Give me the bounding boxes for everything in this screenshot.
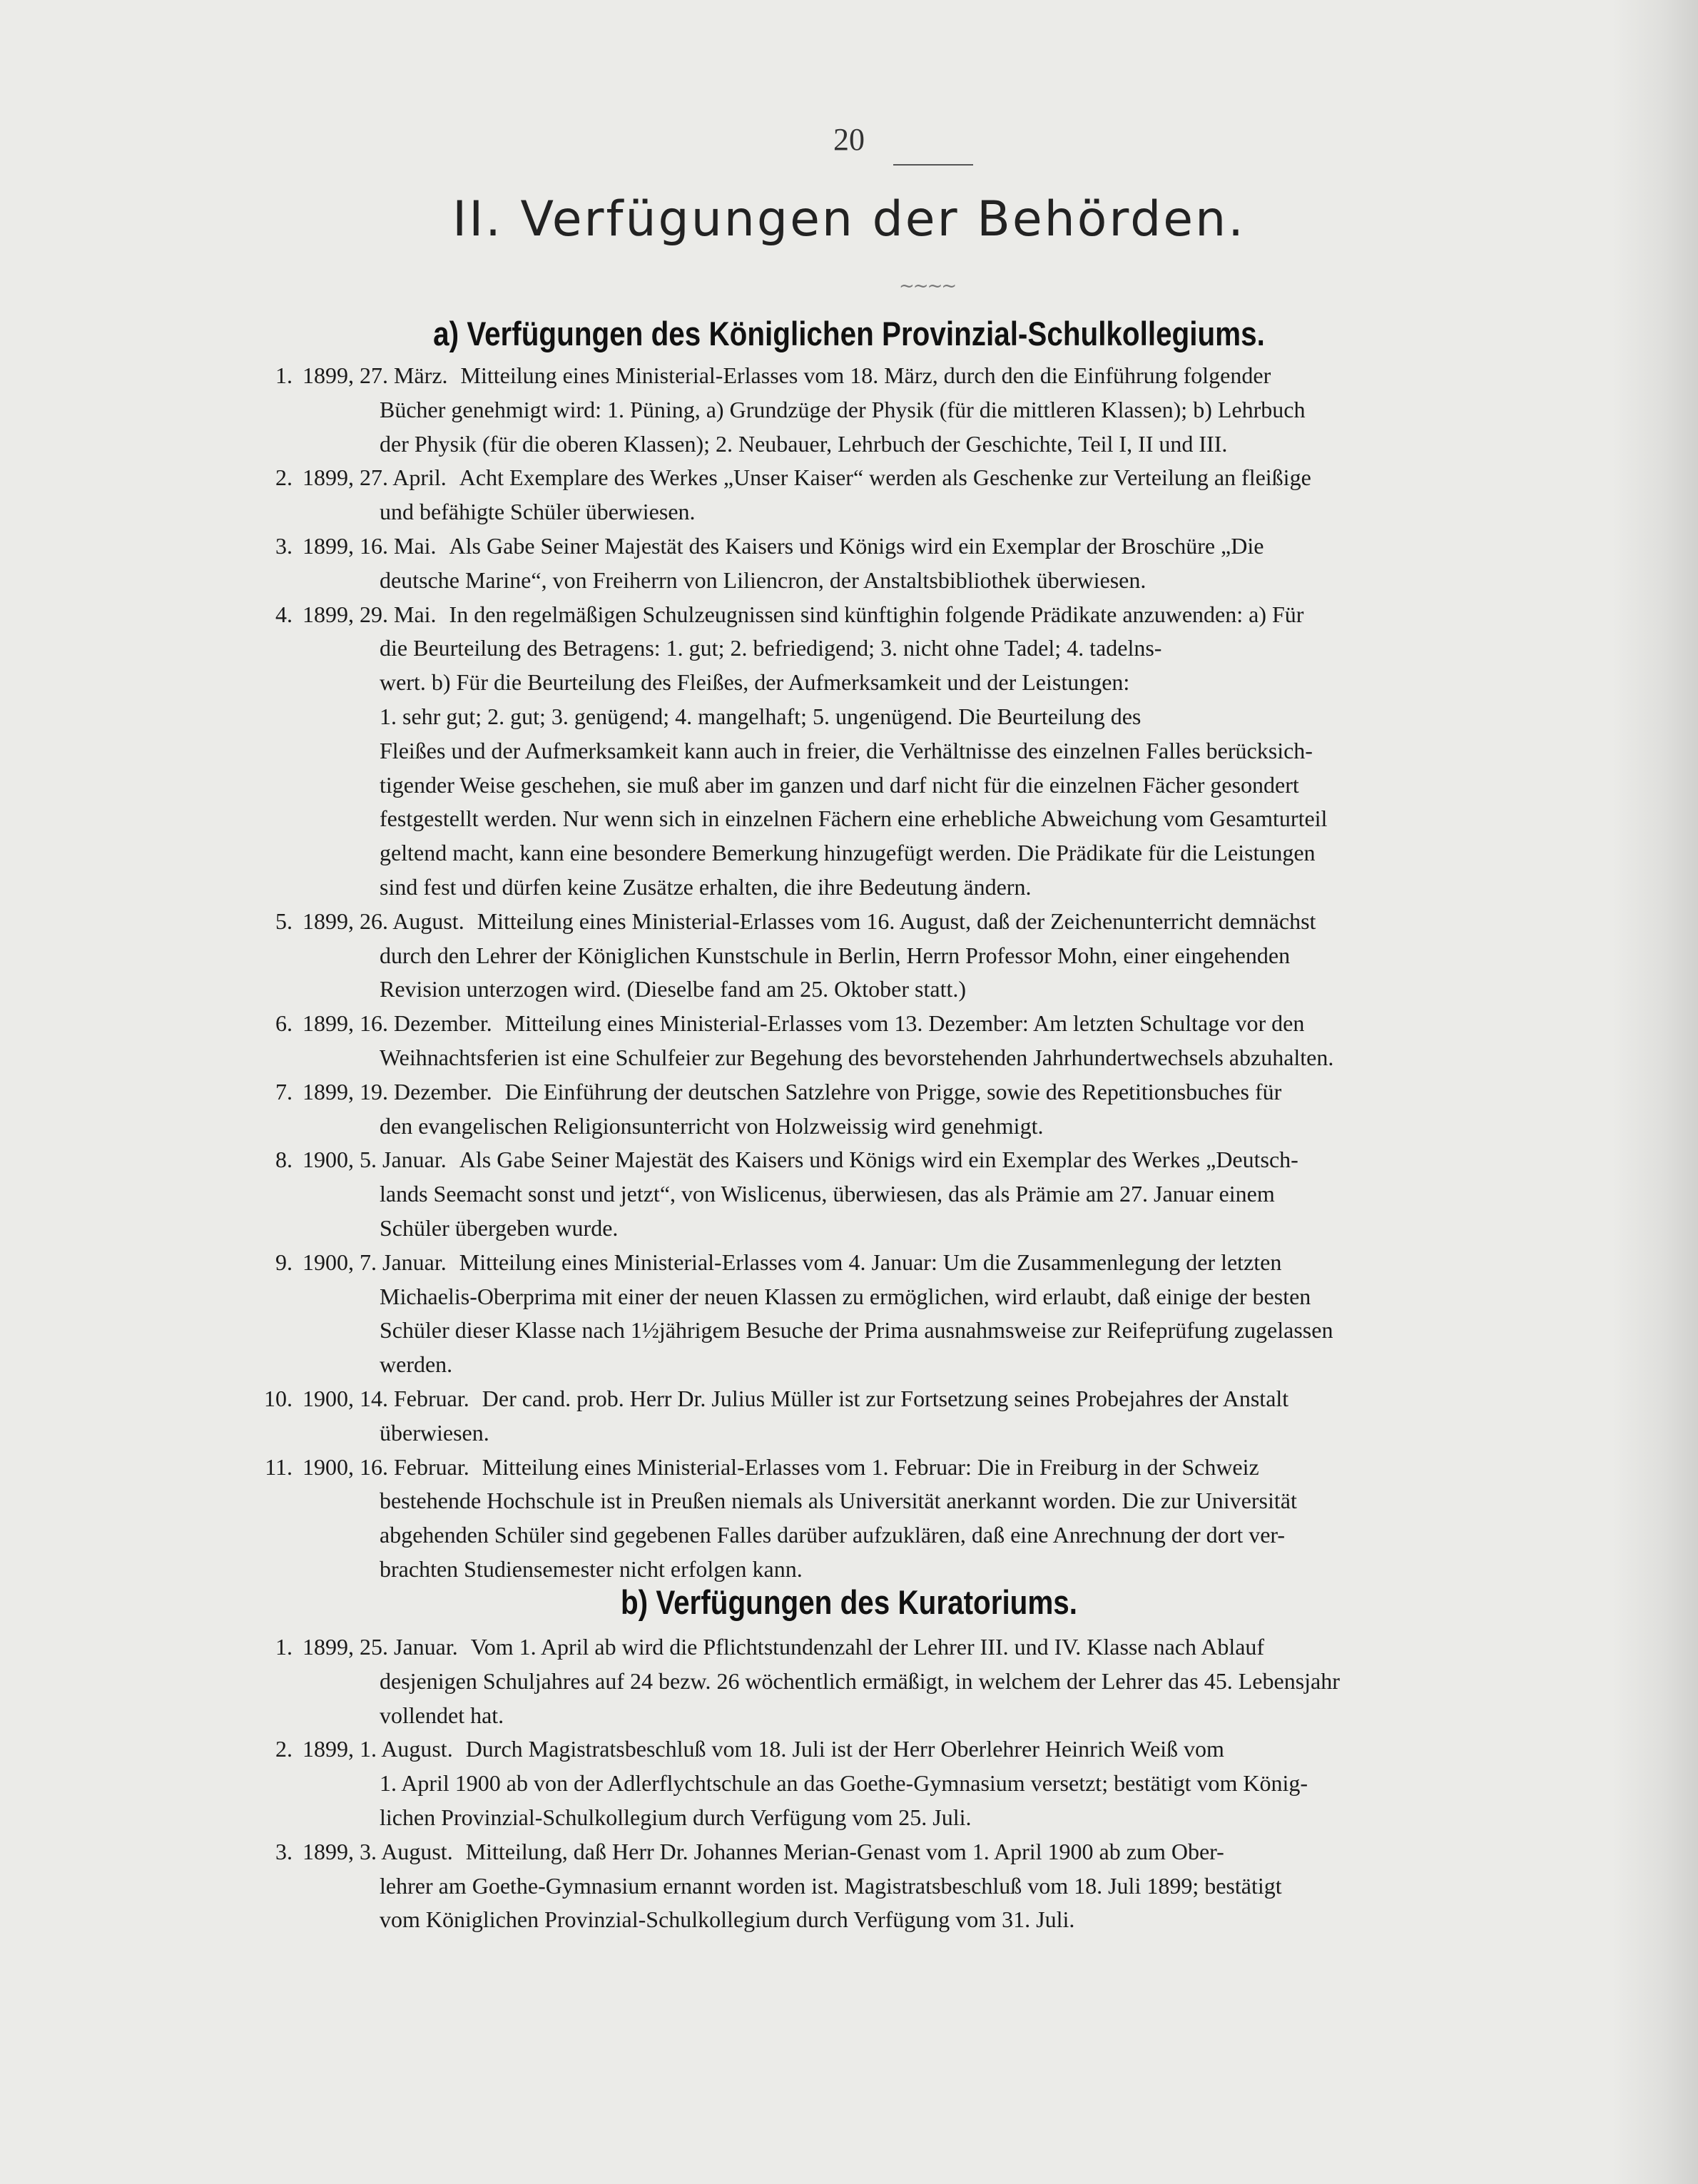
entry-date: 1899, 19. Dezember. [303, 1078, 492, 1104]
main-title: II. Verfügungen der Behörden. [452, 191, 1246, 248]
entry-body [380, 1382, 1618, 1451]
entry-number: 10. [264, 1385, 293, 1411]
entry-line: lands Seemacht sonst und jetzt“, von Wislicenus, überwiesen, das als Prämie am 27. Januar einem [380, 1181, 1275, 1207]
entry-line: vollendet hat. [380, 1702, 504, 1728]
entry-line: Mitteilung eines Ministerial-Erlasses vom 13. Dezember: Am letzten Schultage vor den [504, 1010, 1305, 1037]
entry-line: Durch Magistratsbeschluß vom 18. Juli ist der Herr Oberlehrer Heinrich Weiß vom [465, 1736, 1224, 1762]
entry-item [0, 1630, 1698, 1732]
entry-line: lehrer am Goethe-Gymnasium ernannt worden ist. Magistratsbeschluß vom 18. Juli 1899; bestätigt [380, 1872, 1282, 1899]
entry-line: geltend macht, kann eine besondere Bemerkung hinzugefügt werden. Die Prädikate für die Leistungen [380, 840, 1316, 866]
entry-line: vom Königlichen Provinzial-Schulkollegium durch Verfügung vom 31. Juli. [380, 1906, 1075, 1933]
entry-line: sind fest und dürfen keine Zusätze erhalten, die ihre Bedeutung ändern. [380, 873, 1032, 900]
entry-body [380, 1007, 1618, 1075]
entry-body [380, 905, 1618, 1007]
entry-line: Mitteilung eines Ministerial-Erlasses vom 1. Februar: Die in Freiburg in der Schweiz [482, 1453, 1259, 1480]
entry-line: Fleißes und der Aufmerksamkeit kann auch in freier, die Verhältnisse des einzelnen Falles berücksich- [380, 737, 1313, 763]
entry-body [380, 1246, 1618, 1382]
entry-line: Als Gabe Seiner Majestät des Kaisers und Königs wird ein Exemplar der Broschüre „Die [449, 532, 1264, 559]
entry-date: 1900, 5. Januar. [303, 1147, 447, 1173]
entry-number: 8. [275, 1147, 293, 1173]
entry-line: desjenigen Schuljahres auf 24 bezw. 26 wöchentlich ermäßigt, in welchem der Lehrer das 45. Lebensjahr [380, 1667, 1340, 1694]
entry-body [380, 598, 1618, 905]
entry-number: 7. [275, 1078, 293, 1104]
entry-line: überwiesen. [380, 1419, 489, 1446]
page-number-rule [893, 164, 973, 166]
entry-item [0, 598, 1698, 905]
entry-line: wert. b) Für die Beurteilung des Fleißes, der Aufmerksamkeit und der Leistungen: [380, 669, 1130, 696]
entry-item [0, 905, 1698, 1007]
entry-line: Der cand. prob. Herr Dr. Julius Müller ist zur Fortsetzung seines Probejahres der Anstalt [482, 1385, 1289, 1411]
entry-item [0, 1732, 1698, 1834]
entry-item [0, 1246, 1698, 1382]
entry-line: und befähigte Schüler überwiesen. [380, 499, 696, 525]
section-b-heading: b) Verfügungen des Kuratoriums. [620, 1583, 1078, 1621]
entry-line: festgestellt werden. Nur wenn sich in einzelnen Fächern eine erhebliche Abweichung vom Gesamturteil [380, 806, 1328, 832]
entry-line: Mitteilung eines Ministerial-Erlasses vom 18. März, durch den die Einführung folgender [460, 362, 1271, 388]
entry-item [0, 1451, 1698, 1587]
entry-date: 1899, 3. August. [303, 1838, 453, 1864]
section-b-entries [0, 1630, 1698, 1937]
entry-line: Mitteilung eines Ministerial-Erlasses vom 4. Januar: Um die Zusammenlegung der letzten [459, 1249, 1282, 1275]
entry-body [380, 1075, 1618, 1144]
entry-number: 3. [275, 532, 293, 559]
entry-number: 1. [275, 362, 293, 388]
entry-date: 1900, 7. Januar. [303, 1249, 447, 1275]
entry-line: Mitteilung, daß Herr Dr. Johannes Merian-Genast vom 1. April 1900 ab zum Ober- [465, 1838, 1224, 1864]
entry-line: Schüler dieser Klasse nach 1½jährigem Besuche der Prima ausnahmsweise zur Reifeprüfung zugelassen [380, 1317, 1333, 1344]
entry-body [380, 1630, 1618, 1732]
entry-body [380, 359, 1618, 461]
entry-date: 1899, 27. April. [303, 464, 447, 491]
entry-number: 2. [275, 1736, 293, 1762]
entry-body [380, 1143, 1618, 1245]
entry-number: 11. [265, 1453, 293, 1480]
entry-line: Acht Exemplare des Werkes „Unser Kaiser“ werden als Geschenke zur Verteilung an fleißige [459, 464, 1311, 491]
ornament-divider: ~~~~ [899, 275, 956, 297]
entry-line: 1. sehr gut; 2. gut; 3. genügend; 4. mangelhaft; 5. ungenügend. Die Beurteilung des [380, 703, 1142, 729]
section-a-heading: a) Verfügungen des Königlichen Provinzial-Schulkollegiums. [433, 315, 1265, 352]
entry-body [380, 1835, 1618, 1937]
entry-date: 1899, 27. März. [303, 362, 448, 388]
entry-body [380, 461, 1618, 529]
entry-date: 1899, 26. August. [303, 908, 464, 934]
entry-body [380, 529, 1618, 598]
entry-number: 2. [275, 464, 293, 491]
entry-item [0, 1835, 1698, 1937]
entry-line: Weihnachtsferien ist eine Schulfeier zur Begehung des bevorstehenden Jahrhundertwechsels abzuhalten. [380, 1044, 1334, 1070]
page-number: 20 [833, 122, 865, 157]
entry-line: In den regelmäßigen Schulzeugnissen sind künftighin folgende Prädikate anzuwenden: a) Für [449, 601, 1304, 627]
entry-line: Die Einführung der deutschen Satzlehre von Prigge, sowie des Repetitionsbuches für [504, 1078, 1282, 1104]
entry-line: abgehenden Schüler sind gegebenen Falles darüber aufzuklären, daß eine Anrechnung der dort ver- [380, 1522, 1286, 1548]
entry-number: 5. [275, 908, 293, 934]
entry-date: 1899, 1. August. [303, 1736, 453, 1762]
entry-number: 6. [275, 1010, 293, 1037]
entry-line: Als Gabe Seiner Majestät des Kaisers und Königs wird ein Exemplar des Werkes „Deutsch- [459, 1147, 1298, 1173]
entry-line: Revision unterzogen wird. (Dieselbe fand am 25. Oktober statt.) [380, 976, 966, 1002]
entry-date: 1899, 29. Mai. [303, 601, 437, 627]
entry-number: 9. [275, 1249, 293, 1275]
entry-item [0, 461, 1698, 529]
entry-line: Vom 1. April ab wird die Pflichtstundenzahl der Lehrer III. und IV. Klasse nach Ablauf [470, 1634, 1265, 1660]
entry-line: bestehende Hochschule ist in Preußen niemals als Universität anerkannt worden. Die zur Universität [380, 1488, 1297, 1514]
entry-number: 1. [275, 1634, 293, 1660]
entry-body [380, 1732, 1618, 1834]
entry-date: 1899, 16. Dezember. [303, 1010, 492, 1037]
entry-line: lichen Provinzial-Schulkollegium durch Verfügung vom 25. Juli. [380, 1804, 972, 1830]
entry-line: Mitteilung eines Ministerial-Erlasses vom 16. August, daß der Zeichenunterricht demnächst [477, 908, 1316, 934]
entry-line: Schüler übergeben wurde. [380, 1214, 619, 1241]
entry-line: brachten Studiensemester nicht erfolgen kann. [380, 1555, 803, 1582]
entry-item [0, 359, 1698, 461]
entry-line: 1. April 1900 ab von der Adlerflychtschule an das Goethe-Gymnasium versetzt; bestätigt vom König- [380, 1770, 1308, 1797]
entry-item [0, 529, 1698, 598]
entry-line: durch den Lehrer der Königlichen Kunstschule in Berlin, Herrn Professor Mohn, einer eingehenden [380, 942, 1291, 968]
entry-line: deutsche Marine“, von Freiherrn von Liliencron, der Anstaltsbibliothek überwiesen. [380, 567, 1147, 593]
entry-item [0, 1382, 1698, 1451]
entry-line: der Physik (für die oberen Klassen); 2. Neubauer, Lehrbuch der Geschichte, Teil I, II und III. [380, 430, 1228, 457]
entry-date: 1899, 16. Mai. [303, 532, 437, 559]
entry-date: 1900, 14. Februar. [303, 1385, 469, 1411]
entry-date: 1899, 25. Januar. [303, 1634, 458, 1660]
entry-line: Bücher genehmigt wird: 1. Püning, a) Grundzüge der Physik (für die mittleren Klassen); b) Lehrbuch [380, 396, 1306, 422]
entry-item [0, 1007, 1698, 1075]
entry-item [0, 1075, 1698, 1144]
section-a-entries [0, 359, 1698, 1587]
entry-item [0, 1143, 1698, 1245]
entry-number: 3. [275, 1838, 293, 1864]
entry-number: 4. [275, 601, 293, 627]
entry-line: werden. [380, 1351, 453, 1378]
entry-line: den evangelischen Religionsunterricht von Holzweissig wird genehmigt. [380, 1112, 1044, 1139]
entry-line: Michaelis-Oberprima mit einer der neuen Klassen zu ermöglichen, wird erlaubt, daß einige der besten [380, 1283, 1311, 1309]
entry-body [380, 1451, 1618, 1587]
entry-line: tigender Weise geschehen, sie muß aber im ganzen und darf nicht für die einzelnen Fächer gesondert [380, 771, 1299, 798]
entry-date: 1900, 16. Februar. [303, 1453, 469, 1480]
entry-line: die Beurteilung des Betragens: 1. gut; 2. befriedigend; 3. nicht ohne Tadel; 4. tadelns- [380, 635, 1162, 661]
